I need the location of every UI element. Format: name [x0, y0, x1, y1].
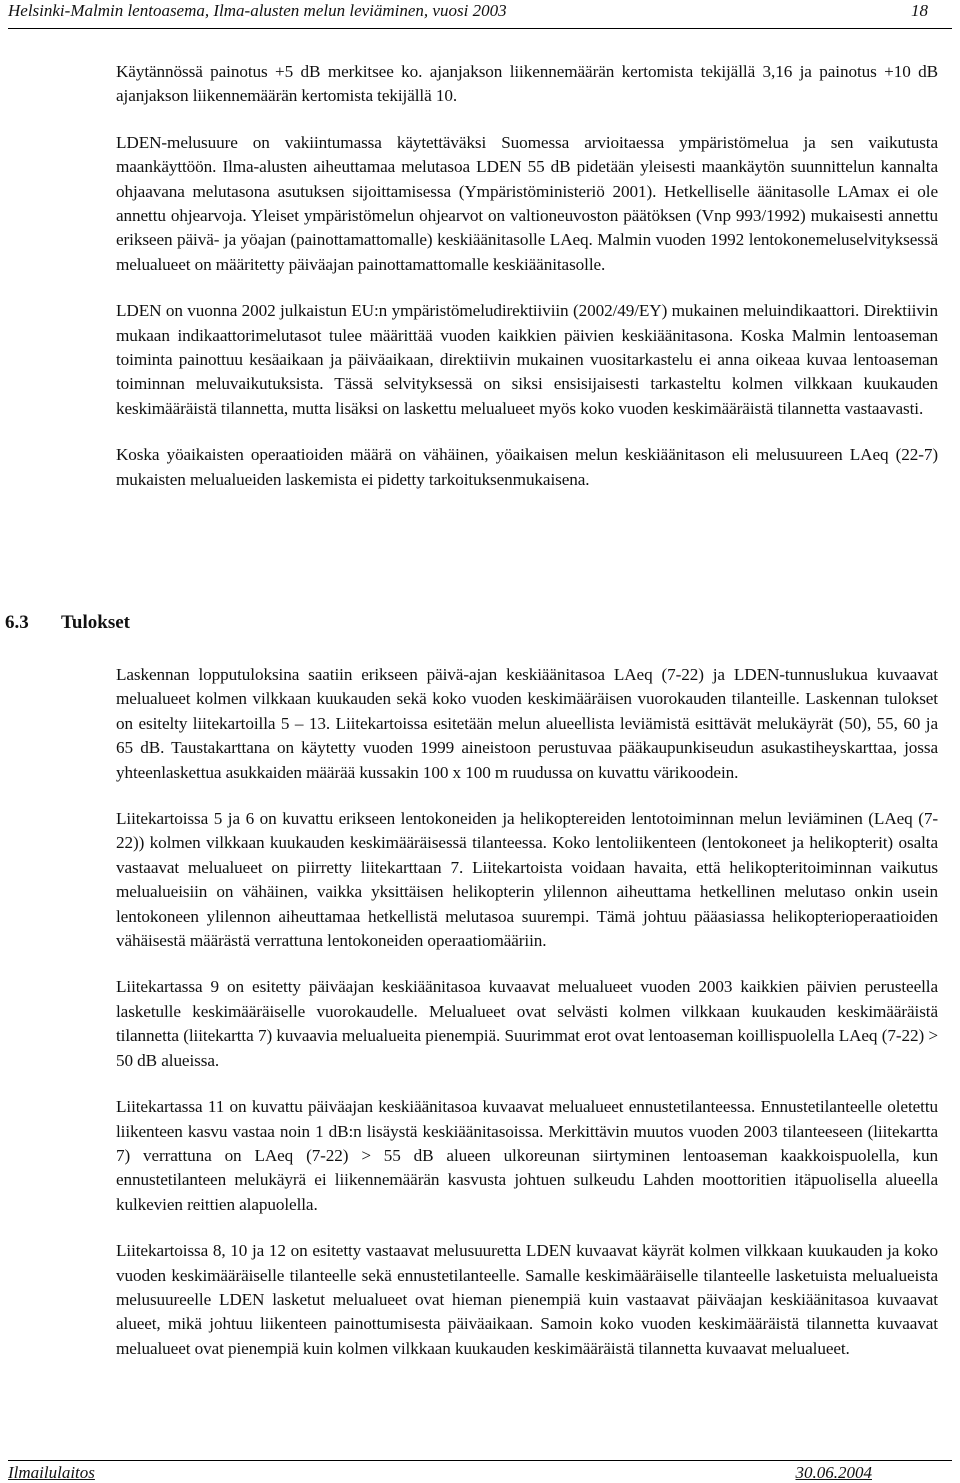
- page-footer: [8, 1460, 952, 1482]
- paragraph-2: LDEN-melusuure on vakiintumassa käytettäväksi Suomessa arvioitaessa ympäristömelua ja sen vaikutusta maankäyttöön. Ilma-alusten aiheuttamaa melutasoa LDEN 55 dB pidetään yleisesti maankäytön suunnittelun kannalta ohjaavana melutasona asutuksen sijoittamisessa (Ympäristöministeriö 2001). Hetkelliselle äänitasolle LAmax ei ole annettu ohjearvoja. Yleiset ympäristömelun ohjearvot on valtioneuvoston päätöksen (Vnp 993/1992) mukaisesti annettu erikseen päivä- ja yöajan (painottamattomalle) keskiäänitasolle LAeq. Malmin vuoden 1992 lentokonemeluselvityksessä melualueet on määritetty päiväajan painottamattomalle keskiäänitasolle.: [116, 132, 938, 274]
- paragraph-7: Liitekartassa 9 on esitetty päiväajan keskiäänitasoa kuvaavat melualueet vuoden 2003 kaikkien päivien perusteella lasketulle keskimääräiselle vuorokaudelle. Melualueet ovat selvästi kolmen vilkkaan kuukauden keskimääräistä tilannetta (liitekartta 7) kuvaavia melualueita pienempiä. Suurimmat erot ovat lentoaseman koillispuolella LAeq (7-22) > 50 dB alueissa.: [116, 977, 938, 1070]
- footer-date: 30.06.2004: [795, 1463, 872, 1482]
- paragraph-6: Liitekartoissa 5 ja 6 on kuvattu erikseen lentokoneiden ja helikoptereiden lentotoiminnan melun leviäminen (LAeq (7-22)) kolmen vilkkaan kuukauden keskimääräisessä tilanteessa. Koko lentoliikenteen (lentokoneet ja helikopterit) osalta vastaavat melualueet on piirretty liitekarttaan 7. Liitekartoista voidaan havaita, että helikopteritoiminnan vaikutus melualueisiin on vähäinen, vaikka yksittäisen helikopterin ylilennon aiheuttama hetkellinen melutaso onkin usein lentokoneen ylilennon aiheuttamaa hetkellistä melutasoa suurempi. Tämä johtuu pääasiassa helikopterioperaatioiden vähäisestä määrästä verrattuna lentokoneiden operaatiomääriin.: [116, 809, 938, 951]
- page-number: 18: [911, 1, 928, 20]
- paragraph-4: Koska yöaikaisten operaatioiden määrä on vähäinen, yöaikaisen melun keskiäänitason eli melusuureen LAeq (22-7) mukaisten melualueiden laskemista ei pidetty tarkoituksenmukaisena.: [116, 445, 938, 489]
- section-number: 6.3: [5, 612, 29, 633]
- section-title: Tulokset: [61, 612, 130, 633]
- paragraph-3: LDEN on vuonna 2002 julkaistun EU:n ympäristömeludirektiiviin (2002/49/EY) mukainen meluindikaattori. Direktiivin mukaan indikaattorimelutasot tulee määrittää vuoden kaikkien päivien keskiäänitasona. Koska Malmin lentoaseman toiminta painottuu kesäaikaan ja päiväaikaan, direktiivin mukainen vuositarkastelu ei anna oikeaa kuvaa lentoaseman toiminnan meluvaikutuksista. Tässä selvityksessä on siksi ensisijaisesti tarkasteltu kolmen vilkkaan kuukauden keskimääräistä tilannetta, mutta lisäksi on laskettu melualueet myös koko vuoden keskimääräistä tilannetta vastaavasti.: [116, 301, 938, 418]
- paragraph-1: Käytännössä painotus +5 dB merkitsee ko. ajanjakson liikennemäärän kertomista tekijällä 3,16 ja painotus +10 dB ajanjakson liikennemäärän kertomista tekijällä 10.: [116, 62, 938, 106]
- footer-organization: Ilmailulaitos: [8, 1463, 95, 1482]
- paragraph-9: Liitekartoissa 8, 10 ja 12 on esitetty vastaavat melusuuretta LDEN kuvaavat käyrät kolmen vilkkaan kuukauden ja koko vuoden keskimääräiselle tilanteelle sekä ennustetilanteelle. Samalle keskimääräiselle tilanteelle lasketuista melualueista melusuureelle LDEN lasketut melualueet ovat hieman pienempiä kuin vastaavat päiväajan keskiäänitasoa kuvaavat alueet, mikä johtuu liikenteen painottumisesta päiväaikaan. Samoin koko vuoden keskimääräistä tilannetta kuvaavat melualueet ovat pienempiä kuin kolmen vilkkaan kuukauden keskimääräistä tilannetta kuvaavat melualueet.: [116, 1241, 938, 1358]
- paragraph-5: Laskennan lopputuloksina saatiin erikseen päivä-ajan keskiäänitasoa LAeq (7-22) ja LDEN-tunnuslukua kuvaavat melualueet kolmen vilkkaan kuukauden sekä koko vuoden keskimääräisen vuorokauden tilanteille. Laskennan tulokset on esitelty liitekartoilla 5 – 13. Liitekartoissa esitetään melun alueellista leviämistä esittävät melukäyrät (50), 55, 60 ja 65 dB. Taustakarttana on käytetty vuoden 1999 aineistoon perustuvaa pääkaupunkiseudun asukastiheyskarttaa, jossa yhteenlaskettua asukkaiden määrää kussakin 100 x 100 m ruudussa on kuvattu värikoodein.: [116, 665, 938, 782]
- document-title: Helsinki-Malmin lentoasema, Ilma-alusten melun leviäminen, vuosi 2003: [8, 1, 507, 20]
- section-heading: [5, 612, 130, 634]
- body-text-upper: [116, 60, 938, 492]
- paragraph-8: Liitekartassa 11 on kuvattu päiväajan keskiäänitasoa kuvaavat melualueet ennustetilanteessa. Ennustetilanteelle oletettu liikenteen kasvu vastaa noin 1 dB:n lisäystä keskiäänitasoissa. Merkittävin muutos vuoden 2003 tilanteeseen (liitekartta 7) verrattuna on LAeq (7-22) > 55 dB alueen ulkoreunan siirtyminen lentoaseman kaakkoispuolella, kun ennustetilanteen melukäyrä ei liikennemäärän kasvusta johtuen sulkeudu Lahden moottoritien itäpuolisella alueella kulkevien reittien alapuolella.: [116, 1097, 938, 1214]
- body-text-lower: [116, 663, 938, 1361]
- page-header: [8, 0, 952, 29]
